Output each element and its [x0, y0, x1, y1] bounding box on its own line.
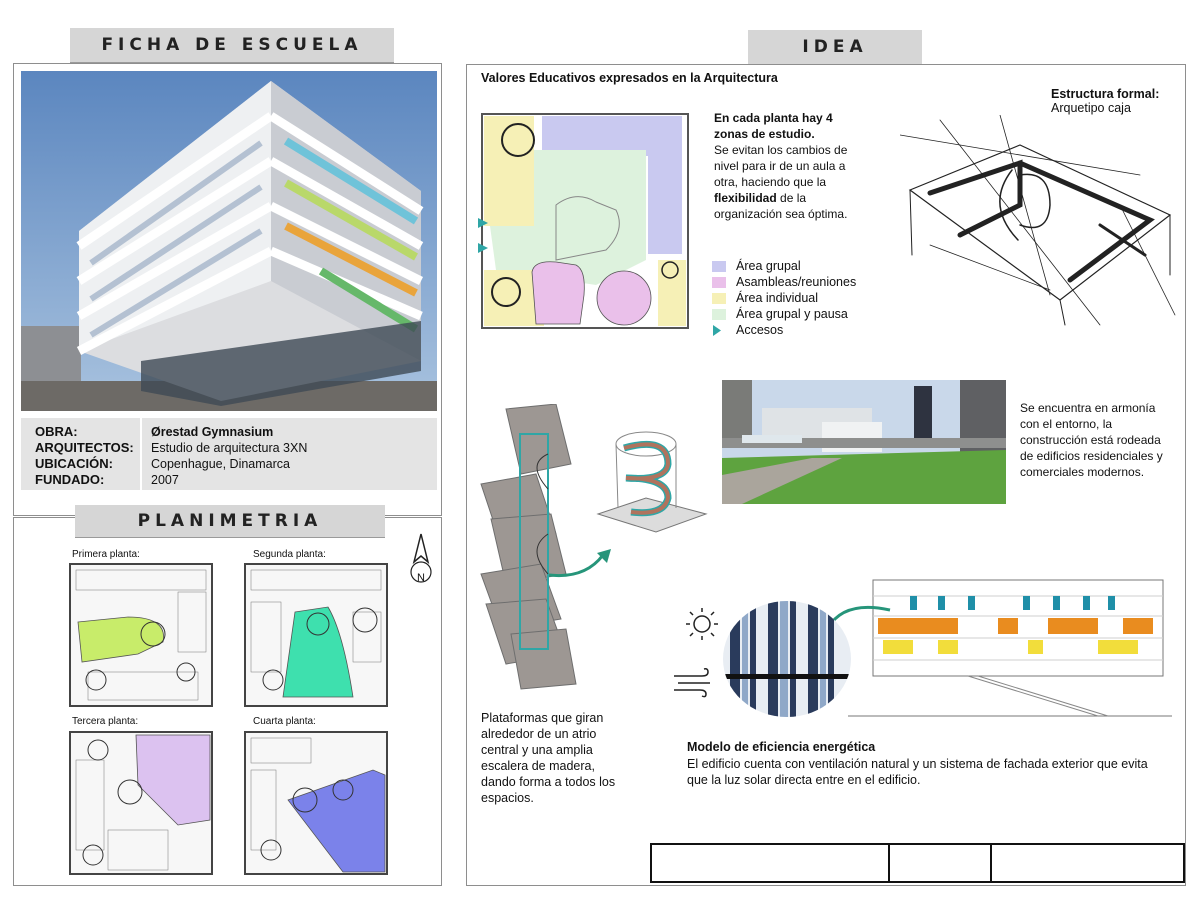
legend-label: Asambleas/reuniones — [736, 275, 857, 289]
floor-plan-2 — [243, 562, 389, 708]
legend-label: Área grupal — [736, 259, 801, 273]
legend-label: Accesos — [736, 323, 784, 337]
wind-icon — [672, 668, 714, 698]
legend-item — [712, 274, 856, 290]
modelo-text: El edificio cuenta con ventilación natural y un sistema de fachada exterior que evita que la luz solar directa entre en el edificio. — [687, 757, 1148, 787]
label-ubicacion: UBICACIÓN: — [35, 456, 113, 471]
floor-plan-3 — [68, 730, 214, 876]
title-block-divider — [990, 845, 992, 881]
zones-text-1: Se evitan los cambios de nivel para ir de un aula a otra, haciendo que la — [714, 143, 848, 189]
value-fundado: 2007 — [151, 473, 179, 487]
legend-item — [712, 306, 856, 322]
zones-bold: En cada planta hay 4 zonas de estudio. — [714, 111, 833, 141]
legend-item — [712, 322, 856, 338]
north-label: N — [417, 572, 425, 584]
idea-heading: Valores Educativos expresados en la Arquitectura — [481, 71, 778, 85]
planimetria-title: PLANIMETRIA — [75, 505, 385, 538]
plan-caption-3: Tercera planta: — [72, 716, 139, 727]
value-obra: Ørestad Gymnasium — [151, 425, 274, 439]
plataformas-text: Plataformas que giran alrededor de un atrio central y una amplia escalera de madera, dando forma a todos los espacios. — [481, 711, 616, 805]
ficha-title: FICHA DE ESCUELA — [70, 28, 394, 63]
stair-diagram — [596, 426, 708, 534]
facade-detail — [720, 600, 854, 718]
zones-text-2: de la organización sea óptima. — [714, 191, 848, 221]
value-arquitectos: Estudio de arquitectura 3XN — [151, 441, 308, 455]
value-ubicacion: Copenhague, Dinamarca — [151, 457, 290, 471]
zones-text — [714, 110, 864, 222]
info-values — [151, 424, 307, 488]
modelo-title: Modelo de eficiencia energética — [687, 740, 876, 754]
estructura-value: Arquetipo caja — [1051, 101, 1131, 115]
facade-section — [848, 576, 1172, 718]
label-arquitectos: ARQUITECTOS: — [35, 440, 134, 455]
context-photo — [722, 380, 1006, 504]
entorno-text: Se encuentra en armonía con el entorno, la construcción está rodeada de edificios residenciales y comerciales modernos. — [1020, 401, 1163, 479]
zone-legend — [712, 258, 856, 338]
plan-caption-2: Segunda planta: — [253, 549, 326, 560]
label-fundado: FUNDADO: — [35, 472, 105, 487]
box-sketch — [900, 115, 1180, 330]
plan-caption-4: Cuarta planta: — [253, 716, 316, 727]
info-labels — [35, 424, 134, 488]
legend-swatch — [712, 277, 726, 288]
title-block-divider — [888, 845, 890, 881]
legend-swatch — [712, 309, 726, 320]
info-divider — [140, 418, 142, 490]
floor-plan-4 — [243, 730, 389, 876]
sun-icon — [684, 606, 720, 642]
idea-title: IDEA — [748, 30, 922, 65]
legend-item — [712, 290, 856, 306]
play-triangle-icon — [712, 325, 726, 336]
estructura-text — [1051, 87, 1159, 115]
plan-caption-1: Primera planta: — [72, 549, 140, 560]
zoned-floor-plan — [476, 110, 698, 332]
floor-plan-1 — [68, 562, 214, 708]
estructura-label: Estructura formal: — [1051, 87, 1160, 101]
title-block — [650, 843, 1185, 883]
legend-item — [712, 258, 856, 274]
legend-label: Área individual — [736, 291, 818, 305]
zones-flex: flexibilidad — [714, 191, 777, 205]
legend-swatch — [712, 261, 726, 272]
label-obra: OBRA: — [35, 424, 78, 439]
legend-label: Área grupal y pausa — [736, 307, 848, 321]
legend-swatch — [712, 293, 726, 304]
green-arrow-icon — [545, 545, 615, 585]
building-photo — [21, 71, 437, 411]
